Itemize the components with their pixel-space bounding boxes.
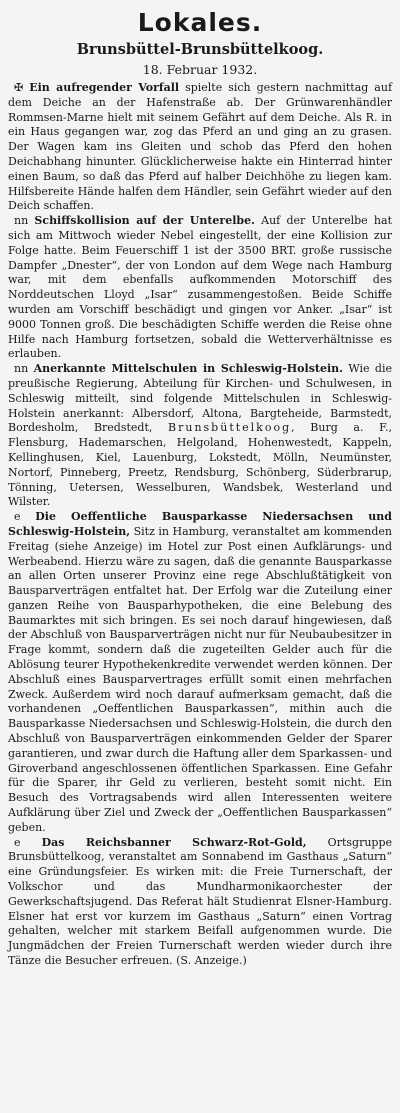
article-body: Wie die preußische Regierung, Abteilung für Kirchen- und Schulwesen, in Schleswig mitteilt, sind folgende Mittelschulen in Schleswig-Holstein anerkannt: Albersdorf, Altona, Bargteheide, Barmstedt, Bordesholm, Bredstedt, [8, 362, 393, 435]
article-headline: Ein aufregender Vorfall [29, 81, 180, 94]
article-headline: Anerkannte Mittelschulen in Schleswig-Holstein. [33, 362, 343, 376]
article-mittelschulen [8, 362, 392, 510]
article-vorfall [8, 81, 392, 214]
article-reichsbanner [8, 836, 392, 969]
article-body-continued: , Burg a. F., Flensburg, Hademarschen, Helgoland, Hohenwestedt, Kappeln, Kellinghusen, Kiel, Lauenburg, Lokstedt, Mölln, Neumünster, Nortorf, Pinneberg, Preetz, Rendsburg, Schönberg, Süderbrarup, Tönning, Uetersen, Wesselburen, Wandsbek, Westerland und Wilster. [8, 421, 393, 509]
article-headline: Die Oeffentliche Bausparkasse Niedersachsen und Schleswig-Holstein, [8, 510, 392, 538]
paragraph-marker: nn [14, 214, 29, 228]
dateline: 18. Februar 1932. [142, 62, 258, 77]
paragraph-marker: e [14, 835, 21, 849]
spaced-town-name: Brunsbüttelkoog [168, 421, 292, 435]
article-body: spielte sich gestern nachmittag auf dem Deiche an der Hafenstraße ab. Der Grünwarenhändler Rommsen-Marne hielt mit seinem Gefährt auf dem Deiche. Als R. in ein Haus gegangen war, zog das Pferd an und ging an zu grasen. Der Wagen kam ins Gleiten und schob das Pferd den hohen Deichabhang hinunter. Glücklicherweise hakte ein Hinterrad hinter einen Baum, so daß das Pferd auf halber Deichhöhe zu liegen kam. Hilfsbereite Hände halfen dem Händler, sein Gefährt wieder auf den Deich schaffen. [8, 81, 393, 213]
newspaper-page [0, 8, 400, 1113]
article-body: Ortsgruppe Brunsbüttelkoog, veranstaltet am Sonnabend im Gasthaus „Saturn“ eine Gründungsfeier. Es wirken mit: die Freie Turnerschaft, der Volkschor und das Mundharmonikaorchester der Gewerkschaftsjugend. Das Referat hält Studienrat Elsner-Hamburg. Elsner hat erst vor kurzem im Gasthaus „Saturn“ einen Vortrag gehalten, welcher mit starkem Beifall aufgenommen wurde. Die Jungmädchen der Freien Turnerschaft werden wieder durch ihre Tänze die Besucher erfreuen. (S. Anzeige.) [8, 835, 392, 968]
paragraph-marker: nn [14, 362, 29, 376]
section-subtitle: Brunsbüttel-Brunsbüttelkoog. [76, 41, 324, 58]
article-body: Sitz in Hamburg, veranstaltet am kommenden Freitag (siehe Anzeige) im Hotel zur Post einen Aufklärungs- und Werbeabend. Hierzu wäre zu sagen, daß die genannte Bausparkasse an allen Orten unserer Provinz eine rege Abschlußtätigkeit von Bausparverträgen entfaltet hat. Der Erfolg war die Zuteilung einer ganzen Reihe von Bausparhypotheken, die eine Belebung des Baumarktes mit sich bringen. Es sei noch darauf hingewiesen, daß der Abschluß von Bausparverträgen nicht nur für Neubaubesitzer in Frage kommt, sondern daß die zugeteilten Gelder auch für die Ablösung teurer Hypothekenkredite verwendet werden können. Der Abschluß eines Bausparvertrages erfüllt somit einen mehrfachen Zweck. Außerdem wird noch darauf aufmerksam gemacht, daß die vorhandenen „Oeffentlichen Bausparkassen“, mithin auch die Bausparkasse Niedersachsen und Schleswig-Holstein, die durch den Abschluß von Bausparverträgen einkommenden Gelder der Sparer garantieren, und zwar durch die Haftung aller dem Sparkassen- und Giroverband angeschlossenen öffentlichen Sparkassen. Eine Gefahr für die Sparer, ihr Geld zu verlieren, besteht somit nicht. Ein Besuch des Vortragsabends wird allen Interessenten weitere Aufklärung über Ziel und Zweck der „Oeffentlichen Bausparkassen“ geben. [8, 524, 392, 834]
article-bausparkasse [8, 510, 392, 836]
article-body: Auf der Unterelbe hat sich am Mittwoch wieder Nebel eingestellt, der eine Kollision zur Folge hatte. Beim Feuerschiff 1 ist der 3500 BRT. große russische Dampfer „Dnester“, der von London auf dem Wege nach Hamburg war, mit dem ebenfalls aufkommenden Motorschiff des Norddeutschen Lloyd „Isar“ zusammengestoßen. Beide Schiffe wurden am Vorschiff beschädigt und gingen vor Anker. „Isar“ ist 9000 Tonnen groß. Die beschädigten Schiffe werden die Reise ohne Hilfe nach Hamburg fortsetzen, sobald die Wetterverhältnisse es erlauben. [8, 214, 392, 361]
article-schiffskollision [8, 214, 392, 362]
section-title: Lokales. [137, 8, 263, 37]
paragraph-marker: e [14, 510, 21, 524]
paragraph-marker: ✠ [14, 81, 24, 94]
article-headline: Das Reichsbanner Schwarz-Rot-Gold, [41, 835, 307, 849]
article-headline: Schiffskollision auf der Unterelbe. [34, 214, 255, 228]
